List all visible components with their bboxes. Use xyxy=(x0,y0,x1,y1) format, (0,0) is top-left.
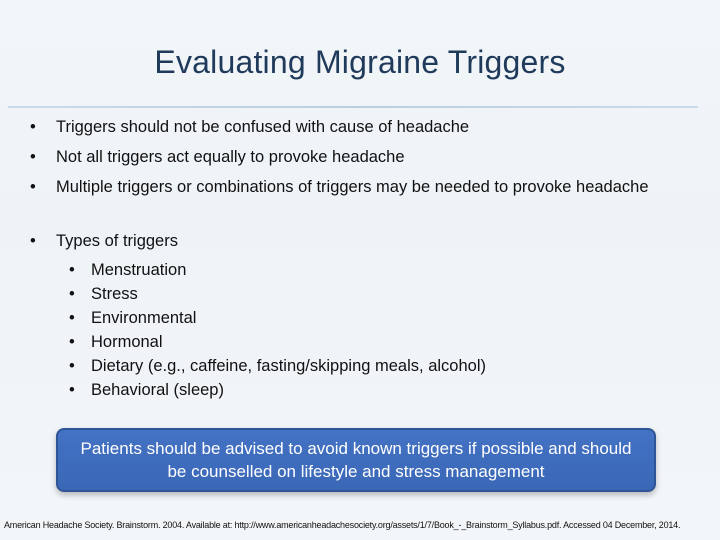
sub-bullet-item xyxy=(69,306,651,330)
slide-title: Evaluating Migraine Triggers xyxy=(154,44,566,80)
sub-bullet-item xyxy=(69,258,651,282)
bullet-dot: • xyxy=(69,357,75,375)
bullet-dot: • xyxy=(30,178,36,196)
sub-bullet-item xyxy=(69,378,651,402)
bullet-dot: • xyxy=(30,118,36,136)
callout-box xyxy=(56,428,656,492)
title-divider xyxy=(8,106,698,108)
bullet-text: Not all triggers act equally to provoke headache xyxy=(56,148,405,166)
bullet-item xyxy=(30,145,696,169)
sub-bullet-text: Dietary (e.g., caffeine, fasting/skipping meals, alcohol) xyxy=(91,357,486,375)
sub-bullet-item xyxy=(69,282,651,306)
bullet-dot: • xyxy=(30,148,36,166)
sub-bullet-text: Environmental xyxy=(91,309,197,327)
bullet-dot: • xyxy=(69,309,75,327)
sub-bullet-item xyxy=(69,330,651,354)
reference-citation: American Headache Society. Brainstorm. 2004. Available at: http://www.americanheadachesociety.org/assets/1/7/Book_-_Brainstorm_Syllabus.pdf. Accessed 04 December, 2014. xyxy=(4,520,681,530)
sub-bullet-text: Hormonal xyxy=(91,333,163,351)
bullet-text: Multiple triggers or combinations of triggers may be needed to provoke headache xyxy=(56,178,649,196)
sub-bullet-text: Behavioral (sleep) xyxy=(91,381,224,399)
bullet-dot: • xyxy=(69,285,75,303)
bullet-item xyxy=(30,115,696,139)
bullet-dot: • xyxy=(69,333,75,351)
bullet-text: Types of triggers xyxy=(56,232,178,250)
bullet-dot: • xyxy=(30,232,36,250)
sub-bullet-text: Stress xyxy=(91,285,138,303)
callout-text: Patients should be advised to avoid known triggers if possible and should be counselled on lifestyle and stress management xyxy=(80,439,632,481)
sub-bullet-item xyxy=(69,354,651,378)
bullet-item xyxy=(30,175,676,199)
bullet-dot: • xyxy=(69,381,75,399)
sub-bullet-text: Menstruation xyxy=(91,261,187,279)
bullet-item xyxy=(30,229,696,253)
bullet-text: Triggers should not be confused with cause of headache xyxy=(56,118,470,136)
bullet-dot: • xyxy=(69,261,75,279)
